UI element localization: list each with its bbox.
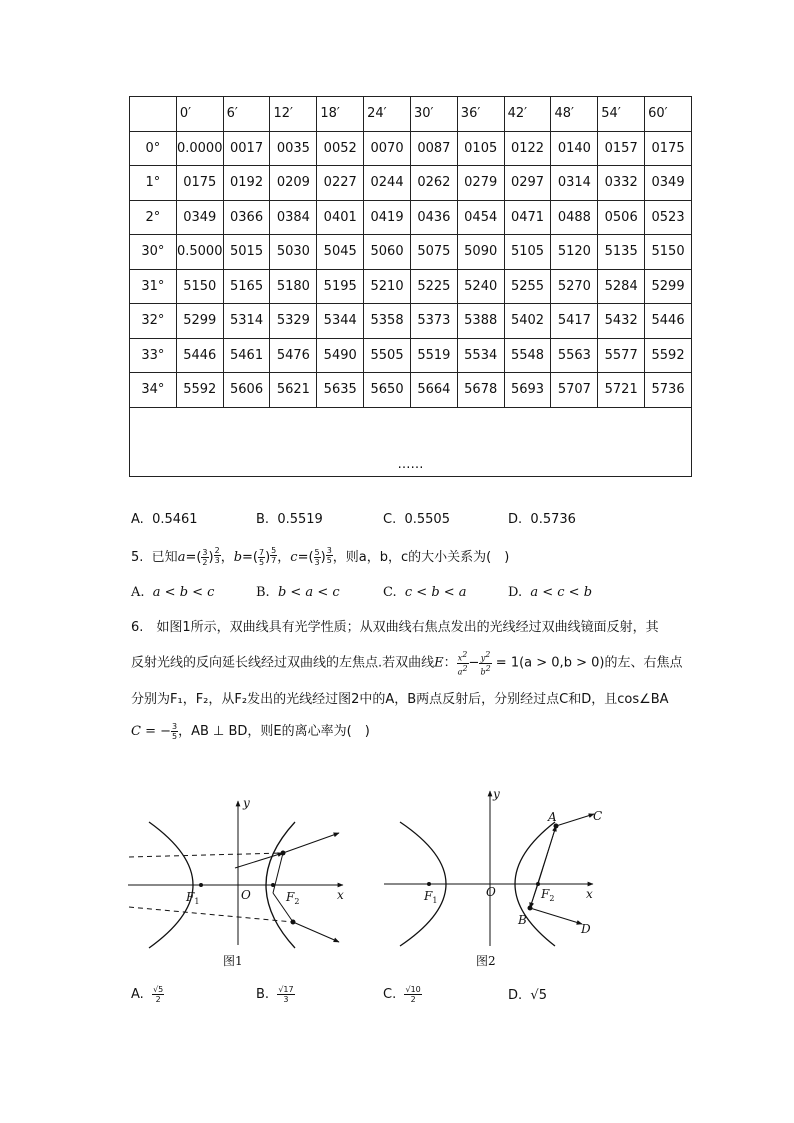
table-cell: 5461 [223, 338, 270, 373]
table-cell: 0506 [598, 200, 645, 235]
table-cell: 5534 [457, 338, 504, 373]
table-degree-cell: 32° [130, 304, 177, 339]
fig1-dashed-upper [129, 853, 283, 857]
table-cell: 0227 [317, 166, 364, 201]
q6-option-b: B. $\frac{√17}{3}$ [256, 985, 294, 1004]
table-cell: 0175 [645, 131, 692, 166]
table-cell: 5329 [270, 304, 317, 339]
table-degree-cell: 2° [130, 200, 177, 235]
table-cell: 5358 [364, 304, 411, 339]
q6-option-a: A. $\frac{√5}{2}$ [131, 985, 164, 1004]
table-header-cell: 6′ [223, 97, 270, 132]
table-cell: 5195 [317, 269, 364, 304]
fig2-label-y: y [493, 788, 500, 801]
table-cell: 5505 [364, 338, 411, 373]
table-cell: 0175 [176, 166, 223, 201]
fig1-caption: 图1 [223, 954, 243, 968]
table-header-cell: 0′ [176, 97, 223, 132]
table-cell: 0192 [223, 166, 270, 201]
table-cell: 5678 [457, 373, 504, 408]
table-cell: 5664 [410, 373, 457, 408]
table-row [130, 269, 692, 304]
table-cell: 5150 [645, 235, 692, 270]
table-cell: 0209 [270, 166, 317, 201]
table-row [130, 338, 692, 373]
q5-option-c: C. c < b < a [383, 585, 467, 600]
table-cell: 5225 [410, 269, 457, 304]
table-cell: 0471 [504, 200, 551, 235]
table-cell: 5165 [223, 269, 270, 304]
table-cell: 5548 [504, 338, 551, 373]
table-header-row [130, 97, 692, 132]
table-cell: 5210 [364, 269, 411, 304]
figure-2-hyperbola [380, 788, 610, 948]
fig2-label-f2: $F_2$ [541, 887, 555, 903]
table-header-cell: 12′ [270, 97, 317, 132]
table-corner-cell [130, 97, 177, 132]
table-cell: 5060 [364, 235, 411, 270]
fig1-reflected-down [293, 922, 339, 942]
table-cell: 5314 [223, 304, 270, 339]
table-degree-cell: 30° [130, 235, 177, 270]
fig1-reflected-up [283, 833, 339, 853]
table-cell: 5240 [457, 269, 504, 304]
table-row [130, 166, 692, 201]
fig1-label-x: x [337, 888, 344, 902]
table-cell: 5490 [317, 338, 364, 373]
table-cell: 0314 [551, 166, 598, 201]
table-ellipsis: …… [130, 407, 692, 476]
table-cell: 5432 [598, 304, 645, 339]
q6-line-1: 6. 如图1所示，双曲线具有光学性质；从双曲线右焦点发出的光线经过双曲线镜面反射，其 [131, 620, 659, 635]
table-cell: 5045 [317, 235, 364, 270]
table-row [130, 304, 692, 339]
table-cell: 5446 [176, 338, 223, 373]
fig2-label-c: C [593, 809, 603, 823]
table-cell: 5621 [270, 373, 317, 408]
table-cell: 5373 [410, 304, 457, 339]
fig2-label-a: A [548, 810, 557, 824]
table-cell: 0087 [410, 131, 457, 166]
table-degree-cell: 31° [130, 269, 177, 304]
table-cell: 5075 [410, 235, 457, 270]
q4-option-b: B. 0.5519 [256, 512, 323, 527]
table-cell: 5090 [457, 235, 504, 270]
table-cell: 5299 [176, 304, 223, 339]
table-cell: 5105 [504, 235, 551, 270]
table-cell: 5650 [364, 373, 411, 408]
table-header-cell: 48′ [551, 97, 598, 132]
table-header-cell: 30′ [410, 97, 457, 132]
table-cell: 5606 [223, 373, 270, 408]
table-cell: 0070 [364, 131, 411, 166]
table-cell: 0297 [504, 166, 551, 201]
fig1-label-o: O [241, 888, 251, 902]
table-cell: 0419 [364, 200, 411, 235]
table-cell: 0488 [551, 200, 598, 235]
table-cell: 0349 [176, 200, 223, 235]
table-cell: 0366 [223, 200, 270, 235]
table-cell: 0140 [551, 131, 598, 166]
table-header-cell: 36′ [457, 97, 504, 132]
fig1-ray-up [273, 853, 283, 893]
table-cell: 5299 [645, 269, 692, 304]
table-row [130, 200, 692, 235]
table-cell: 0035 [270, 131, 317, 166]
table-cell: 0384 [270, 200, 317, 235]
table-ellipsis-row [130, 407, 692, 476]
table-cell: 5635 [317, 373, 364, 408]
q4-option-d: D. 0.5736 [508, 512, 576, 527]
table-cell: 5592 [645, 338, 692, 373]
fig2-label-f1: $F_1$ [424, 889, 438, 905]
table-cell: 5402 [504, 304, 551, 339]
fig1-label-y: y [243, 796, 250, 810]
table-cell: 5476 [270, 338, 317, 373]
q5-option-d: D. a < c < b [508, 585, 593, 600]
table-cell: 5180 [270, 269, 317, 304]
table-cell: 0017 [223, 131, 270, 166]
table-cell: 5707 [551, 373, 598, 408]
table-cell: 0279 [457, 166, 504, 201]
fig2-caption: 图2 [476, 954, 496, 968]
figure-1-hyperbola [125, 795, 355, 950]
fig1-dashed-lower [129, 907, 293, 922]
fig2-label-x: x [586, 887, 593, 901]
table-degree-cell: 34° [130, 373, 177, 408]
table-cell: 0122 [504, 131, 551, 166]
table-cell: 5270 [551, 269, 598, 304]
table-cell: 0.5000 [176, 235, 223, 270]
fig1-label-f2: $F_2$ [286, 890, 300, 906]
fig2-label-o: O [486, 885, 496, 899]
table-cell: 5721 [598, 373, 645, 408]
table-degree-cell: 0° [130, 131, 177, 166]
table-degree-cell: 1° [130, 166, 177, 201]
q5-option-a: A. a < b < c [131, 585, 215, 600]
table-cell: 0.0000 [176, 131, 223, 166]
q6-line-3: 分别为F₁，F₂，从F₂发出的光线经过图2中的A，B两点反射后，分别经过点C和D，且cos∠BA [131, 692, 669, 707]
table-cell: 5030 [270, 235, 317, 270]
q6-line-4: C = − $\frac{3}{5}$ ，AB ⊥ BD，则E的离心率为( ) [131, 722, 370, 741]
table-cell: 5344 [317, 304, 364, 339]
table-cell: 0436 [410, 200, 457, 235]
table-cell: 5693 [504, 373, 551, 408]
table-row [130, 235, 692, 270]
q6-line-2: 反射光线的反向延长线经过双曲线的左焦点.若双曲线E： $\frac{x2}{a2}$ − $\frac{y2}{b2}$ = 1(a > 0,b > 0)的左、右焦点 [131, 650, 683, 677]
table-cell: 5563 [551, 338, 598, 373]
table-cell: 5592 [176, 373, 223, 408]
table-cell: 0349 [645, 166, 692, 201]
table-cell: 0105 [457, 131, 504, 166]
q6-option-d: D. √5 [508, 988, 547, 1003]
table-cell: 0244 [364, 166, 411, 201]
table-cell: 5388 [457, 304, 504, 339]
table-header-cell: 24′ [364, 97, 411, 132]
q4-option-c: C. 0.5505 [383, 512, 450, 527]
table-cell: 0332 [598, 166, 645, 201]
table-cell: 0523 [645, 200, 692, 235]
q4-option-a: A. 0.5461 [131, 512, 198, 527]
fig2-label-d: D [581, 922, 591, 936]
table-cell: 5150 [176, 269, 223, 304]
fig2-label-b: B [518, 913, 527, 927]
table-cell: 5284 [598, 269, 645, 304]
table-cell: 0052 [317, 131, 364, 166]
table-degree-cell: 33° [130, 338, 177, 373]
table-cell: 0454 [457, 200, 504, 235]
table-cell: 0262 [410, 166, 457, 201]
table-row [130, 131, 692, 166]
table-row [130, 373, 692, 408]
fig1-label-f1: $F_1$ [186, 890, 200, 906]
table-cell: 0401 [317, 200, 364, 235]
table-cell: 0157 [598, 131, 645, 166]
table-header-cell: 42′ [504, 97, 551, 132]
table-cell: 5577 [598, 338, 645, 373]
q6-option-c: C. $\frac{√10}{2}$ [383, 985, 421, 1004]
table-cell: 5255 [504, 269, 551, 304]
table-cell: 5519 [410, 338, 457, 373]
table-cell: 5417 [551, 304, 598, 339]
sine-table [129, 96, 692, 477]
table-header-cell: 60′ [645, 97, 692, 132]
table-header-cell: 18′ [317, 97, 364, 132]
table-cell: 5120 [551, 235, 598, 270]
table-header-cell: 54′ [598, 97, 645, 132]
table-cell: 5135 [598, 235, 645, 270]
q5-option-b: B. b < a < c [256, 585, 340, 600]
table-cell: 5736 [645, 373, 692, 408]
table-cell: 5446 [645, 304, 692, 339]
q5-stem: 5. 已知a=( $\frac{3}{2}$ ) $\frac{2}{3}$ ，b=( $\frac{7}{5}$ ) $\frac{5}{7}$ ，c=( $\frac{5}{3}$ ) $\frac{3}{5}$ ，则a，b，c的大小关系为( ) [131, 546, 510, 567]
table-cell: 5015 [223, 235, 270, 270]
